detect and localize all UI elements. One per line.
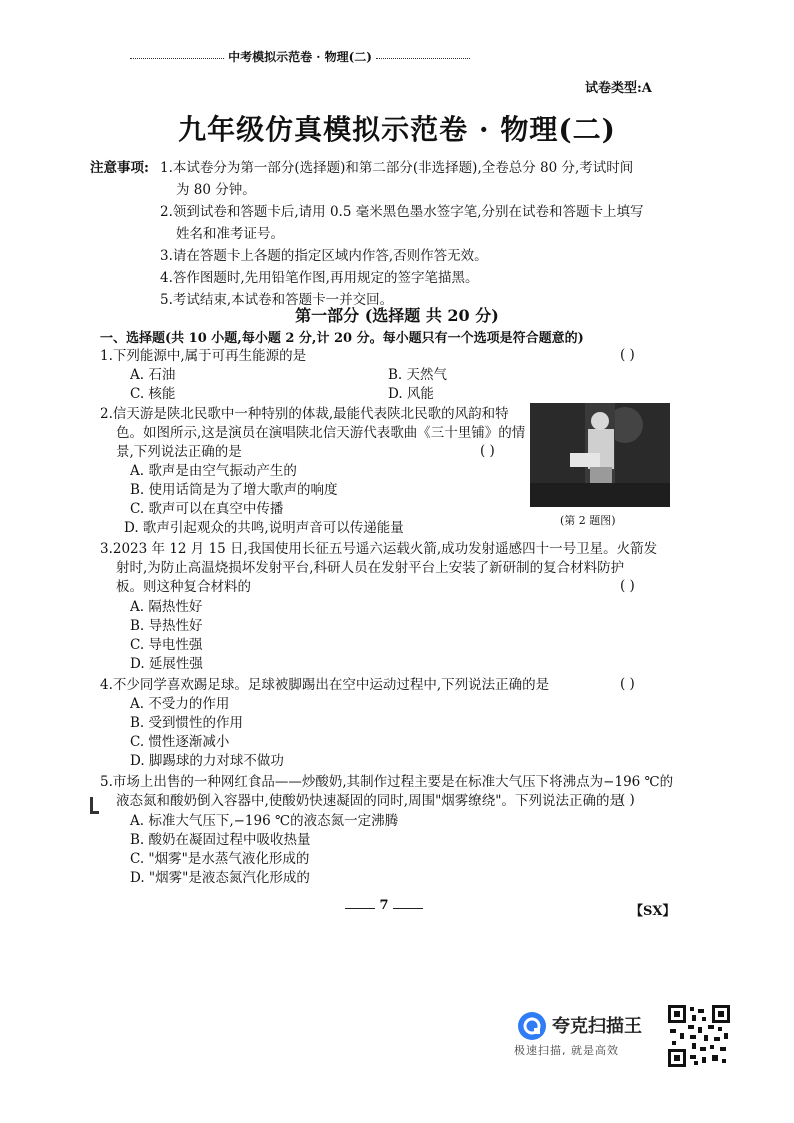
q5-stem-line: 5.市场上出售的一种网红食品——炒酸奶,其制作过程主要是在标准大气压下将沸点为−196 ℃的 — [100, 774, 674, 790]
page-number-rule-right — [393, 900, 423, 909]
note-item: 5.考试结束,本试卷和答题卡一并交回。 — [160, 292, 394, 308]
q4-option-d: D. 脚踢球的力对球不做功 — [130, 753, 284, 769]
watermark-brand: 夸克扫描王 — [552, 1016, 642, 1037]
note-item: 3.请在答题卡上各题的指定区域内作答,否则作答无效。 — [160, 248, 488, 264]
q4-option-b: B. 受到惯性的作用 — [130, 715, 244, 731]
q3-answer-bracket: ( ) — [620, 578, 635, 594]
note-item: 2.领到试卷和答题卡后,请用 0.5 毫米黑色墨水签字笔,分别在试卷和答题卡上填写 — [160, 204, 644, 220]
q3-stem-line: 板。则这种复合材料的 — [116, 579, 251, 595]
q5-option-c: C. "烟雾"是水蒸气液化形成的 — [130, 851, 310, 867]
note-item: 4.答作图题时,先用铅笔作图,再用规定的签字笔描黑。 — [160, 270, 479, 286]
scan-mark — [90, 797, 99, 814]
q5-option-a: A. 标准大气压下,−196 ℃的液态氮一定沸腾 — [130, 813, 399, 829]
q1-option-c: C. 核能 — [130, 386, 176, 402]
q2-answer-bracket: ( ) — [480, 443, 495, 459]
q3-stem-line: 射时,为防止高温烧损坏发射平台,科研人员在发射平台上安装了新研制的复合材料防护 — [116, 560, 625, 576]
q1-stem: 1.下列能源中,属于可再生能源的是 — [100, 348, 307, 364]
section-title: 第一部分 (选择题 共 20 分) — [295, 306, 499, 325]
q2-option-d: D. 歌声引起观众的共鸣,说明声音可以传递能量 — [124, 520, 404, 536]
q4-stem: 4.不少同学喜欢踢足球。足球被脚踢出在空中运动过程中,下列说法正确的是 — [100, 677, 550, 693]
q5-option-d: D. "烟雾"是液态氮汽化形成的 — [130, 870, 310, 886]
notes-label: 注意事项: — [90, 160, 149, 176]
q2-option-a: A. 歌声是由空气振动产生的 — [130, 463, 297, 479]
q4-option-a: A. 不受力的作用 — [130, 696, 230, 712]
q3-option-b: B. 导热性好 — [130, 618, 203, 634]
note-item: 为 80 分钟。 — [176, 182, 256, 198]
page-number — [345, 898, 423, 913]
q4-answer-bracket: ( ) — [620, 676, 635, 692]
scanner-watermark — [514, 1008, 684, 1068]
paper-type: 试卷类型:A — [585, 81, 652, 96]
qr-code-icon — [668, 1005, 730, 1067]
header-text: 中考模拟示范卷 · 物理(二) — [228, 49, 372, 64]
note-item: 姓名和准考证号。 — [176, 226, 284, 242]
header-dots-left — [130, 58, 224, 59]
q3-option-a: A. 隔热性好 — [130, 599, 203, 615]
page-title: 九年级仿真模拟示范卷 · 物理(二) — [178, 113, 616, 146]
q5-option-b: B. 酸奶在凝固过程中吸收热量 — [130, 832, 311, 848]
q3-stem-line: 3.2023 年 12 月 15 日,我国使用长征五号遥六运载火箭,成功发射遥感四十一号卫星。火箭发 — [100, 541, 658, 557]
q2-figure-caption: (第 2 题图) — [560, 514, 616, 527]
q2-stem-line: 2.信天游是陕北民歌中一种特别的体裁,最能代表陕北民歌的风韵和特 — [100, 406, 509, 422]
q3-option-d: D. 延展性强 — [130, 656, 203, 672]
q4-option-c: C. 惯性逐渐减小 — [130, 734, 230, 750]
region-code: 【SX】 — [630, 904, 676, 919]
q1-option-b: B. 天然气 — [388, 367, 448, 383]
q2-option-c: C. 歌声可以在真空中传播 — [130, 501, 284, 517]
scanner-logo-icon — [516, 1010, 548, 1042]
q2-stem-line: 景,下列说法正确的是 — [116, 444, 242, 460]
note-item: 1.本试卷分为第一部分(选择题)和第二部分(非选择题),全卷总分 80 分,考试时间 — [160, 160, 634, 176]
q1-option-a: A. 石油 — [130, 367, 176, 383]
section-description: 一、选择题(共 10 小题,每小题 2 分,计 20 分。每小题只有一个选项是符合题意的) — [100, 331, 584, 346]
q5-answer-bracket: ( ) — [620, 792, 635, 808]
singer-photo-image — [530, 403, 670, 507]
q3-option-c: C. 导电性强 — [130, 637, 203, 653]
page-number-text: 7 — [379, 898, 389, 913]
watermark-slogan: 极速扫描, 就是高效 — [514, 1044, 619, 1057]
header-dots-right — [376, 58, 470, 59]
running-header — [130, 46, 470, 66]
q1-answer-bracket: ( ) — [620, 347, 635, 363]
q2-option-b: B. 使用话筒是为了增大歌声的响度 — [130, 482, 338, 498]
q2-photo — [530, 403, 670, 507]
page-number-rule-left — [345, 900, 375, 909]
q1-option-d: D. 风能 — [388, 386, 434, 402]
q2-stem-line: 色。如图所示,这是演员在演唱陕北信天游代表歌曲《三十里铺》的情 — [116, 425, 526, 441]
q5-stem-line: 液态氮和酸奶倒入容器中,使酸奶快速凝固的同时,周围"烟雾缭绕"。下列说法正确的是 — [116, 793, 624, 809]
